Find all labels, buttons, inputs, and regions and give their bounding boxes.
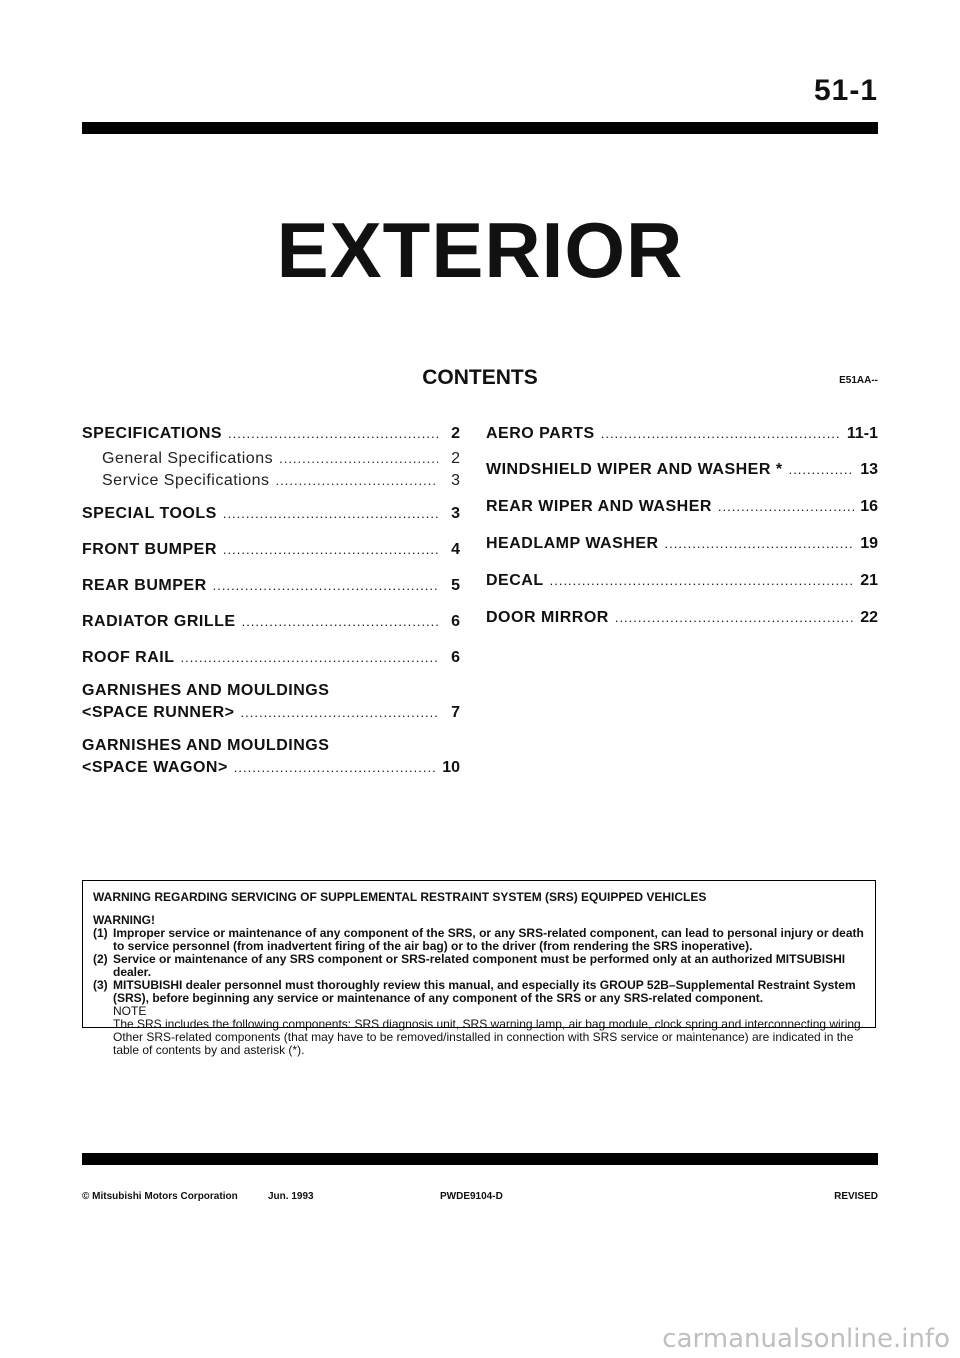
warning-item-number: (2) <box>93 952 108 966</box>
leader-dots <box>181 647 439 669</box>
leader-dots <box>718 496 854 518</box>
leader-dots <box>789 459 855 481</box>
toc-specifications[interactable] <box>82 423 460 445</box>
toc-garnishes-space-wagon[interactable] <box>82 735 460 779</box>
toc-roof-rail[interactable] <box>82 647 460 669</box>
footer-date: Jun. 1993 <box>268 1191 314 1202</box>
contents-heading: CONTENTS <box>422 366 538 389</box>
leader-dots <box>234 757 436 779</box>
leader-dots <box>601 423 841 445</box>
warning-item-number: (1) <box>93 926 108 940</box>
toc-label: REAR WIPER AND WASHER <box>486 498 712 515</box>
page-title: EXTERIOR <box>276 206 684 294</box>
contents-code: E51AA-- <box>839 375 878 386</box>
toc-aero-parts[interactable] <box>486 423 878 445</box>
leader-dots <box>276 470 438 492</box>
toc-label: AERO PARTS <box>486 425 595 442</box>
toc-page: 22 <box>860 609 878 626</box>
warning-item-text: MITSUBISHI dealer personnel must thoroughly review this manual, and especially its GROUP 52B–Supplemental Restraint System (SRS), before beginning any service or maintenance of any component of the SRS or any SRS-related component. <box>113 978 856 1005</box>
warning-item <box>93 979 867 1005</box>
warning-item <box>93 953 867 979</box>
toc-label: SPECIFICATIONS <box>82 425 223 442</box>
page-number: 51-1 <box>813 74 878 107</box>
toc-page: 2 <box>451 425 460 442</box>
toc-page: 2 <box>451 450 460 467</box>
toc-label: DECAL <box>486 572 544 589</box>
toc-label: Service Specifications <box>102 472 270 489</box>
watermark: carmanualsonline.info <box>662 1324 950 1354</box>
toc-service-specifications[interactable] <box>82 470 460 492</box>
leader-dots <box>279 448 438 470</box>
toc-label: HEADLAMP WASHER <box>486 535 659 552</box>
toc-page: 5 <box>451 577 460 594</box>
toc-label: WINDSHIELD WIPER AND WASHER * <box>486 461 783 478</box>
warning-title: WARNING REGARDING SERVICING OF SUPPLEMENTAL RESTRAINT SYSTEM (SRS) EQUIPPED VEHICLES <box>93 890 707 904</box>
toc-page: 11-1 <box>846 425 878 442</box>
toc-label: GARNISHES AND MOULDINGS <box>82 682 330 699</box>
toc-left-column <box>82 423 460 779</box>
toc-page: 13 <box>860 461 878 478</box>
leader-dots <box>615 607 854 629</box>
toc-page: 6 <box>451 649 460 666</box>
toc-page: 3 <box>451 505 460 522</box>
toc-garnishes-space-runner[interactable] <box>82 680 460 724</box>
toc-label: ROOF RAIL <box>82 649 175 666</box>
toc-rear-wiper[interactable] <box>486 496 878 518</box>
toc-general-specifications[interactable] <box>82 448 460 470</box>
warning-item <box>93 927 867 953</box>
toc-headlamp-washer[interactable] <box>486 533 878 555</box>
toc-label-line2: <SPACE WAGON> <box>82 759 228 776</box>
toc-rear-bumper[interactable] <box>82 575 460 597</box>
warning-item-number: (3) <box>93 978 108 992</box>
note-text: The SRS includes the following components: SRS diagnosis unit, SRS warning lamp, air bag module, clock spring and interconnecting wiring. Other SRS-related components (that may have to be removed/installed in connection with SRS service or maintenance) are indicated in the table of contents by and asterisk (*). <box>113 1017 865 1057</box>
warning-label: WARNING! <box>93 913 155 927</box>
toc-page: 6 <box>451 613 460 630</box>
warning-item-text: Improper service or maintenance of any component of the SRS, or any SRS-related component, can lead to personal injury or death to service personnel (from inadvertent firing of the air bag) or to the driver (from rendering the SRS inoperative). <box>113 926 864 953</box>
footer-revised: REVISED <box>834 1191 878 1202</box>
toc-page: 4 <box>451 541 460 558</box>
toc-windshield-wiper[interactable] <box>486 459 878 481</box>
toc-page: 16 <box>860 498 878 515</box>
toc-door-mirror[interactable] <box>486 607 878 629</box>
toc-page: 7 <box>451 704 460 721</box>
leader-dots <box>223 539 438 561</box>
top-rule <box>82 122 878 134</box>
toc-label: FRONT BUMPER <box>82 541 217 558</box>
toc-label: GARNISHES AND MOULDINGS <box>82 737 330 754</box>
toc-label: General Specifications <box>102 450 274 467</box>
leader-dots <box>223 503 438 525</box>
toc-label: REAR BUMPER <box>82 577 207 594</box>
leader-dots <box>213 575 438 597</box>
toc-page: 10 <box>442 759 460 776</box>
toc-right-column <box>486 423 878 629</box>
toc-radiator-grille[interactable] <box>82 611 460 633</box>
bottom-rule <box>82 1153 878 1165</box>
leader-dots <box>242 611 438 633</box>
leader-dots <box>550 570 855 592</box>
toc-decal[interactable] <box>486 570 878 592</box>
toc-label: DOOR MIRROR <box>486 609 609 626</box>
toc-page: 3 <box>451 472 460 489</box>
footer-copyright: © Mitsubishi Motors Corporation <box>82 1191 238 1202</box>
footer-publication-code: PWDE9104-D <box>440 1191 503 1202</box>
leader-dots <box>241 702 438 724</box>
toc-page: 19 <box>860 535 878 552</box>
srs-warning-box <box>82 880 876 1057</box>
toc-page: 21 <box>860 572 878 589</box>
toc-label: RADIATOR GRILLE <box>82 613 236 630</box>
toc-special-tools[interactable] <box>82 503 460 525</box>
toc-front-bumper[interactable] <box>82 539 460 561</box>
toc-label-line2: <SPACE RUNNER> <box>82 704 235 721</box>
toc-label: SPECIAL TOOLS <box>82 505 217 522</box>
leader-dots <box>228 423 438 445</box>
warning-item-text: Service or maintenance of any SRS component or SRS-related component must be performed only at an authorized MITSUBISHI dealer. <box>113 952 846 979</box>
leader-dots <box>665 533 855 555</box>
note-label: NOTE <box>113 1004 147 1018</box>
